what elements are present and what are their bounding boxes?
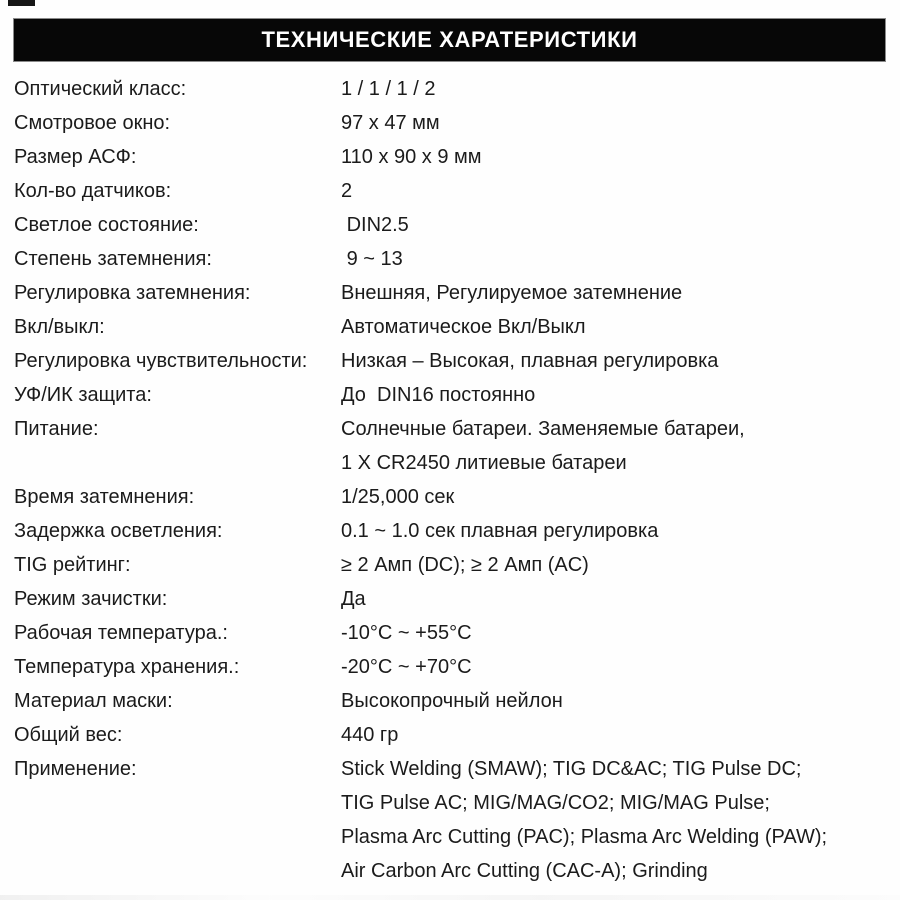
spec-label: Питание: bbox=[14, 418, 99, 440]
spec-value-line: Да bbox=[341, 588, 366, 610]
spec-label: Размер АСФ: bbox=[14, 146, 137, 168]
spec-value-line: TIG Pulse AC; MIG/MAG/CO2; MIG/MAG Pulse; bbox=[341, 792, 770, 814]
spec-value-line: 1 X CR2450 литиевые батареи bbox=[341, 452, 627, 474]
spec-value-line: Plasma Arc Cutting (PAC); Plasma Arc Welding (PAW); bbox=[341, 826, 828, 848]
spec-label: Смотровое окно: bbox=[14, 112, 171, 134]
spec-value-line: Внешняя, Регулируемое затемнение bbox=[341, 282, 683, 304]
spec-label: Температура хранения.: bbox=[14, 656, 240, 678]
spec-values bbox=[341, 310, 900, 344]
spec-label: Оптический класс: bbox=[14, 78, 187, 100]
spec-row bbox=[0, 276, 900, 310]
spec-values bbox=[341, 684, 900, 718]
spec-values bbox=[341, 616, 900, 650]
spec-value-line: До DIN16 постоянно bbox=[341, 384, 536, 406]
spec-value-line: 9 ~ 13 bbox=[341, 248, 403, 270]
spec-row bbox=[0, 174, 900, 208]
spec-values bbox=[341, 548, 900, 582]
spec-label: Режим зачистки: bbox=[14, 588, 168, 610]
scan-noise-band bbox=[0, 895, 900, 900]
spec-label: Рабочая температура.: bbox=[14, 622, 228, 644]
spec-value-line: 110 x 90 x 9 мм bbox=[341, 146, 482, 168]
spec-value-line: Высокопрочный нейлон bbox=[341, 690, 563, 712]
spec-row bbox=[0, 684, 900, 718]
spec-label: Степень затемнения: bbox=[14, 248, 212, 270]
spec-row bbox=[0, 480, 900, 514]
spec-value-line: -20°C ~ +70°C bbox=[341, 656, 472, 678]
spec-label: Применение: bbox=[14, 758, 137, 780]
spec-value-line: 97 x 47 мм bbox=[341, 112, 440, 134]
spec-value-line: Air Carbon Arc Cutting (CAC-A); Grinding bbox=[341, 860, 708, 882]
spec-values bbox=[341, 344, 900, 378]
spec-label: Время затемнения: bbox=[14, 486, 195, 508]
spec-value-line: -10°C ~ +55°C bbox=[341, 622, 472, 644]
spec-values bbox=[341, 582, 900, 616]
spec-values bbox=[341, 752, 900, 888]
section-title: ТЕХНИЧЕСКИЕ ХАРАТЕРИСТИКИ bbox=[261, 27, 638, 52]
spec-row bbox=[0, 718, 900, 752]
spec-value-line: Солнечные батареи. Заменяемые батареи, bbox=[341, 418, 745, 440]
spec-label: TIG рейтинг: bbox=[14, 554, 131, 576]
spec-label: Материал маски: bbox=[14, 690, 173, 712]
section-header bbox=[13, 18, 886, 62]
spec-values bbox=[341, 514, 900, 548]
spec-value-line: 2 bbox=[341, 180, 353, 202]
spec-row bbox=[0, 140, 900, 174]
spec-row bbox=[0, 650, 900, 684]
spec-value-line: 1 / 1 / 1 / 2 bbox=[341, 78, 436, 100]
spec-label: Светлое состояние: bbox=[14, 214, 199, 236]
spec-values bbox=[341, 208, 900, 242]
spec-value-line: Автоматическое Вкл/Выкл bbox=[341, 316, 586, 338]
spec-row bbox=[0, 548, 900, 582]
spec-values bbox=[341, 242, 900, 276]
spec-row bbox=[0, 378, 900, 412]
spec-values bbox=[341, 106, 900, 140]
spec-value-line: Stick Welding (SMAW); TIG DC&AC; TIG Pulse DC; bbox=[341, 758, 802, 780]
spec-value-line: ≥ 2 Амп (DC); ≥ 2 Амп (AC) bbox=[341, 554, 589, 576]
spec-value-line: DIN2.5 bbox=[341, 214, 409, 236]
spec-table bbox=[0, 72, 900, 888]
spec-row bbox=[0, 752, 900, 888]
spec-value-line: 0.1 ~ 1.0 сек плавная регулировка bbox=[341, 520, 659, 542]
spec-row bbox=[0, 72, 900, 106]
spec-row bbox=[0, 208, 900, 242]
spec-row bbox=[0, 344, 900, 378]
spec-values bbox=[341, 174, 900, 208]
spec-row bbox=[0, 616, 900, 650]
spec-value-line: 1/25,000 сек bbox=[341, 486, 455, 508]
spec-label: Вкл/выкл: bbox=[14, 316, 105, 338]
spec-label: УФ/ИК защита: bbox=[14, 384, 152, 406]
spec-label: Общий вес: bbox=[14, 724, 123, 746]
spec-label: Задержка осветления: bbox=[14, 520, 223, 542]
spec-label: Кол-во датчиков: bbox=[14, 180, 172, 202]
spec-values bbox=[341, 718, 900, 752]
spec-row bbox=[0, 514, 900, 548]
spec-row bbox=[0, 106, 900, 140]
scan-artifact bbox=[8, 0, 35, 6]
spec-values bbox=[341, 650, 900, 684]
spec-values bbox=[341, 276, 900, 310]
spec-row bbox=[0, 582, 900, 616]
spec-label: Регулировка чувствительности: bbox=[14, 350, 308, 372]
spec-value-line: Низкая – Высокая, плавная регулировка bbox=[341, 350, 719, 372]
spec-values bbox=[341, 72, 900, 106]
spec-value-line: 440 гр bbox=[341, 724, 399, 746]
spec-values bbox=[341, 378, 900, 412]
spec-values bbox=[341, 140, 900, 174]
spec-row bbox=[0, 412, 900, 480]
spec-row bbox=[0, 242, 900, 276]
spec-label: Регулировка затемнения: bbox=[14, 282, 251, 304]
spec-row bbox=[0, 310, 900, 344]
spec-values bbox=[341, 480, 900, 514]
spec-values bbox=[341, 412, 900, 480]
